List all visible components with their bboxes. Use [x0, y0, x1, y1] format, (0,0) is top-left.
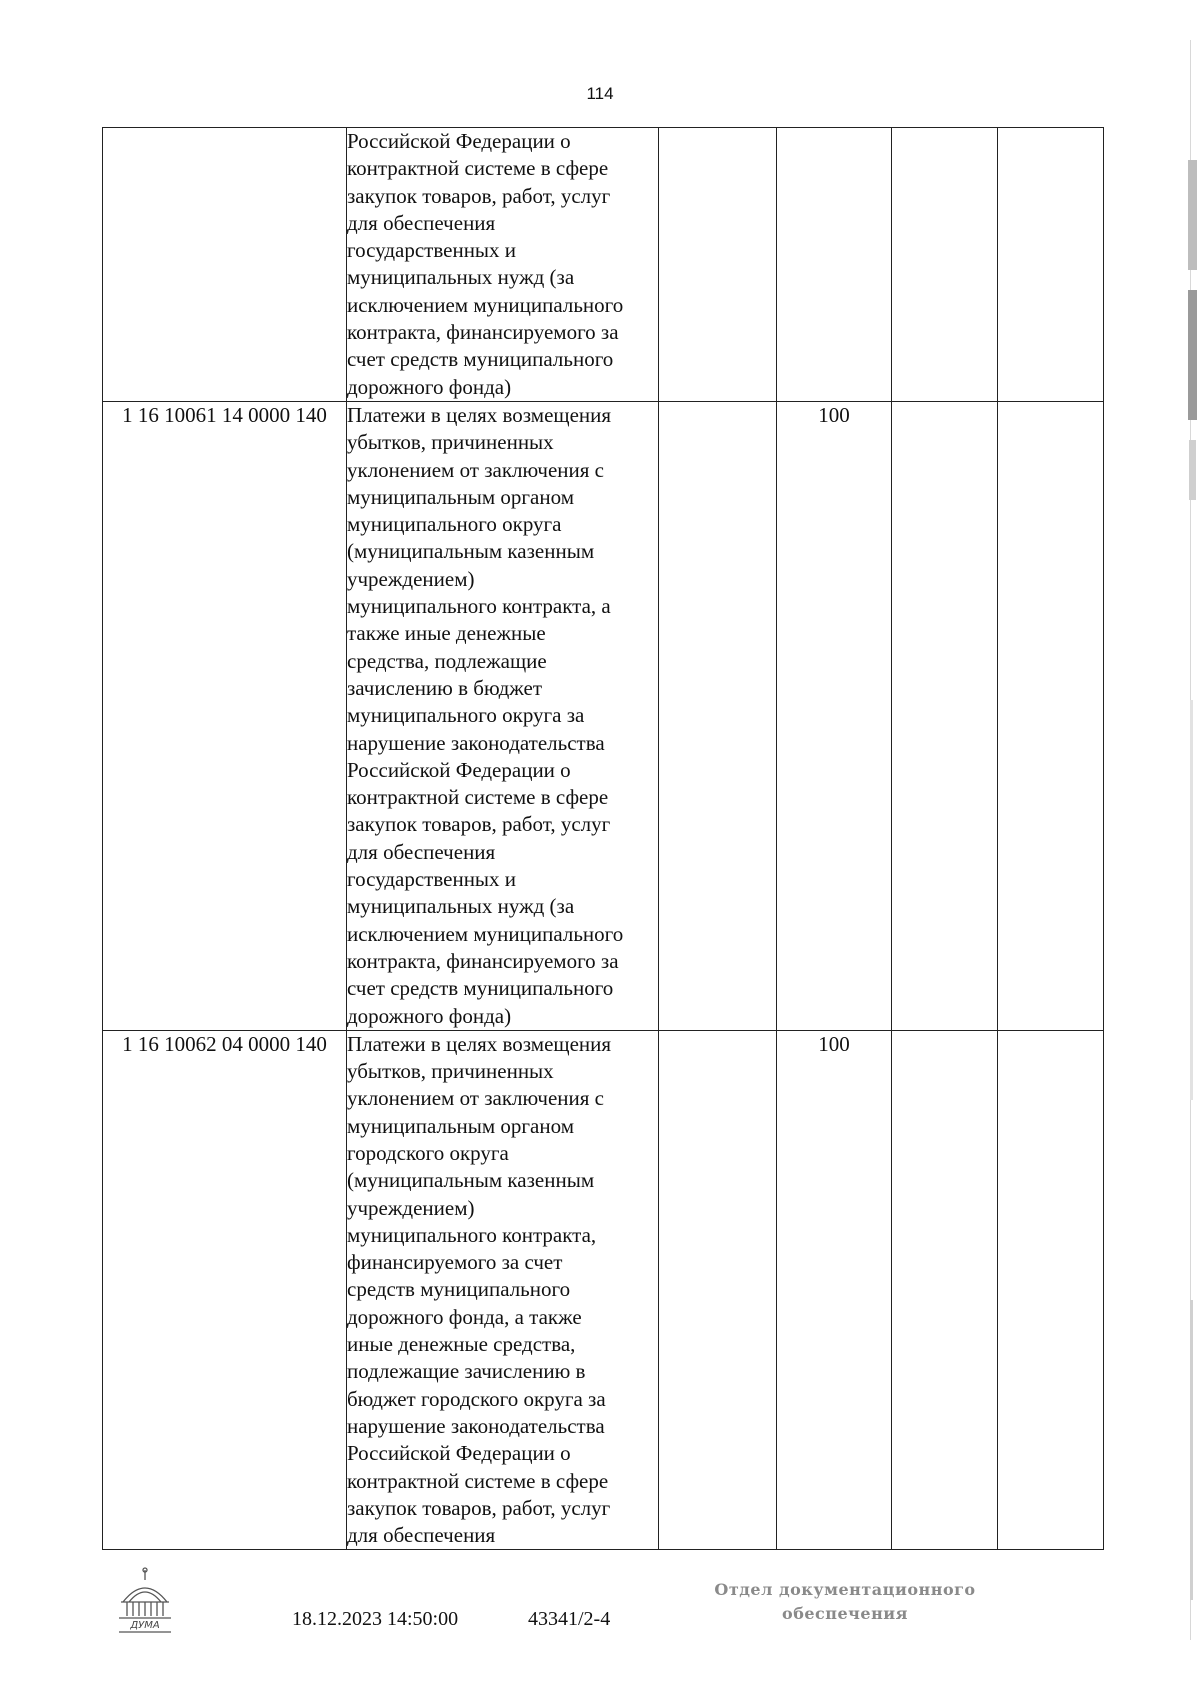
table-row	[103, 1030, 1104, 1550]
description-line: контракта, финансируемого за	[347, 320, 619, 345]
stamp-line-1: Отдел документационного	[714, 1580, 976, 1599]
description-line: подлежащие зачислению в	[347, 1359, 586, 1384]
description-line: учреждением)	[347, 1195, 475, 1220]
description-line: Российской Федерации о	[347, 129, 571, 153]
description-line: контрактной системе в сфере	[347, 156, 609, 181]
description-line: муниципальным органом	[347, 484, 574, 509]
description-line: дорожного фонда)	[347, 374, 512, 399]
description-line: государственных и	[347, 867, 517, 892]
footer-datetime: 18.12.2023 14:50:00	[292, 1608, 459, 1630]
description-cell	[347, 128, 659, 402]
value-text: 100	[818, 1031, 850, 1056]
description-line: муниципального контракта,	[347, 1222, 597, 1247]
description-line: муниципального контракта, а	[347, 594, 611, 619]
table-body	[103, 128, 1104, 1550]
value-cell-col4	[777, 1030, 892, 1550]
scan-edge-artifact	[1184, 0, 1200, 1695]
description-line: счет средств муниципального	[347, 347, 614, 372]
revenue-table	[102, 127, 1104, 1550]
description-line: закупок товаров, работ, услуг	[347, 812, 611, 837]
description-line: также иные денежные	[347, 621, 546, 646]
value-cell-col3	[659, 401, 777, 1030]
description-line: муниципального округа	[347, 512, 562, 537]
description-line: средства, подлежащие	[347, 648, 547, 673]
value-cell-col5	[892, 1030, 998, 1550]
description-cell	[347, 1030, 659, 1550]
description-line: Платежи в целях возмещения	[347, 402, 612, 427]
description-line: Российской Федерации о	[347, 1441, 571, 1466]
description-line: для обеспечения	[347, 210, 496, 235]
description-line: счет средств муниципального	[347, 976, 614, 1001]
value-cell-col6	[998, 128, 1104, 402]
description-line: финансируемого за счет	[347, 1250, 563, 1275]
description-line: муниципальных нужд (за	[347, 265, 575, 290]
description-line: иные денежные средства,	[347, 1332, 576, 1357]
value-text: 100	[818, 402, 850, 427]
code-cell: 1 16 10062 04 0000 140	[103, 1030, 347, 1550]
description-line: Российской Федерации о	[347, 757, 571, 782]
code-cell: 1 16 10061 14 0000 140	[103, 401, 347, 1030]
description-line: уклонением от заключения с	[347, 1086, 605, 1111]
description-line: контрактной системе в сфере	[347, 1468, 609, 1493]
description-line: контрактной системе в сфере	[347, 785, 609, 810]
description-line: дорожного фонда, а также	[347, 1304, 582, 1329]
description-line: для обеспечения	[347, 839, 496, 864]
table-row	[103, 128, 1104, 402]
description-line: убытков, причиненных	[347, 1059, 554, 1084]
footer-doc-number: 43341/2-4	[528, 1608, 611, 1630]
description-line: (муниципальным казенным	[347, 539, 595, 564]
value-cell-col3	[659, 128, 777, 402]
description-line: закупок товаров, работ, услуг	[347, 1495, 611, 1520]
value-cell-col6	[998, 401, 1104, 1030]
description-line: средств муниципального	[347, 1277, 571, 1302]
description-line: зачислению в бюджет	[347, 675, 542, 700]
value-cell-col5	[892, 401, 998, 1030]
description-line: исключением муниципального	[347, 292, 624, 317]
description-line: нарушение законодательства	[347, 1413, 605, 1438]
duma-logo-text: ДУМА	[130, 1620, 160, 1631]
value-cell-col5	[892, 128, 998, 402]
description-line: уклонением от заключения с	[347, 457, 605, 482]
description-line: дорожного фонда)	[347, 1003, 512, 1028]
description-line: исключением муниципального	[347, 921, 624, 946]
value-cell-col3	[659, 1030, 777, 1550]
description-line: учреждением)	[347, 566, 475, 591]
description-line: муниципальным органом	[347, 1113, 574, 1138]
description-line: Платежи в целях возмещения	[347, 1031, 612, 1056]
value-cell-col6	[998, 1030, 1104, 1550]
duma-logo	[113, 1566, 177, 1634]
description-line: для обеспечения	[347, 1523, 496, 1548]
value-cell-col4	[777, 128, 892, 402]
description-line: нарушение законодательства	[347, 730, 605, 755]
description-line: муниципального округа за	[347, 703, 585, 728]
stamp-line-2: обеспечения	[782, 1604, 908, 1623]
description-line: убытков, причиненных	[347, 430, 554, 455]
table-row	[103, 401, 1104, 1030]
description-line: контракта, финансируемого за	[347, 948, 619, 973]
description-line: муниципальных нужд (за	[347, 894, 575, 919]
description-cell	[347, 401, 659, 1030]
description-line: государственных и	[347, 238, 517, 263]
description-line: (муниципальным казенным	[347, 1168, 595, 1193]
page-number: 114	[586, 84, 614, 103]
department-stamp	[700, 1578, 990, 1626]
description-line: закупок товаров, работ, услуг	[347, 183, 611, 208]
description-line: городского округа	[347, 1140, 509, 1165]
description-line: бюджет городского округа за	[347, 1386, 606, 1411]
code-cell	[103, 128, 347, 402]
value-cell-col4	[777, 401, 892, 1030]
